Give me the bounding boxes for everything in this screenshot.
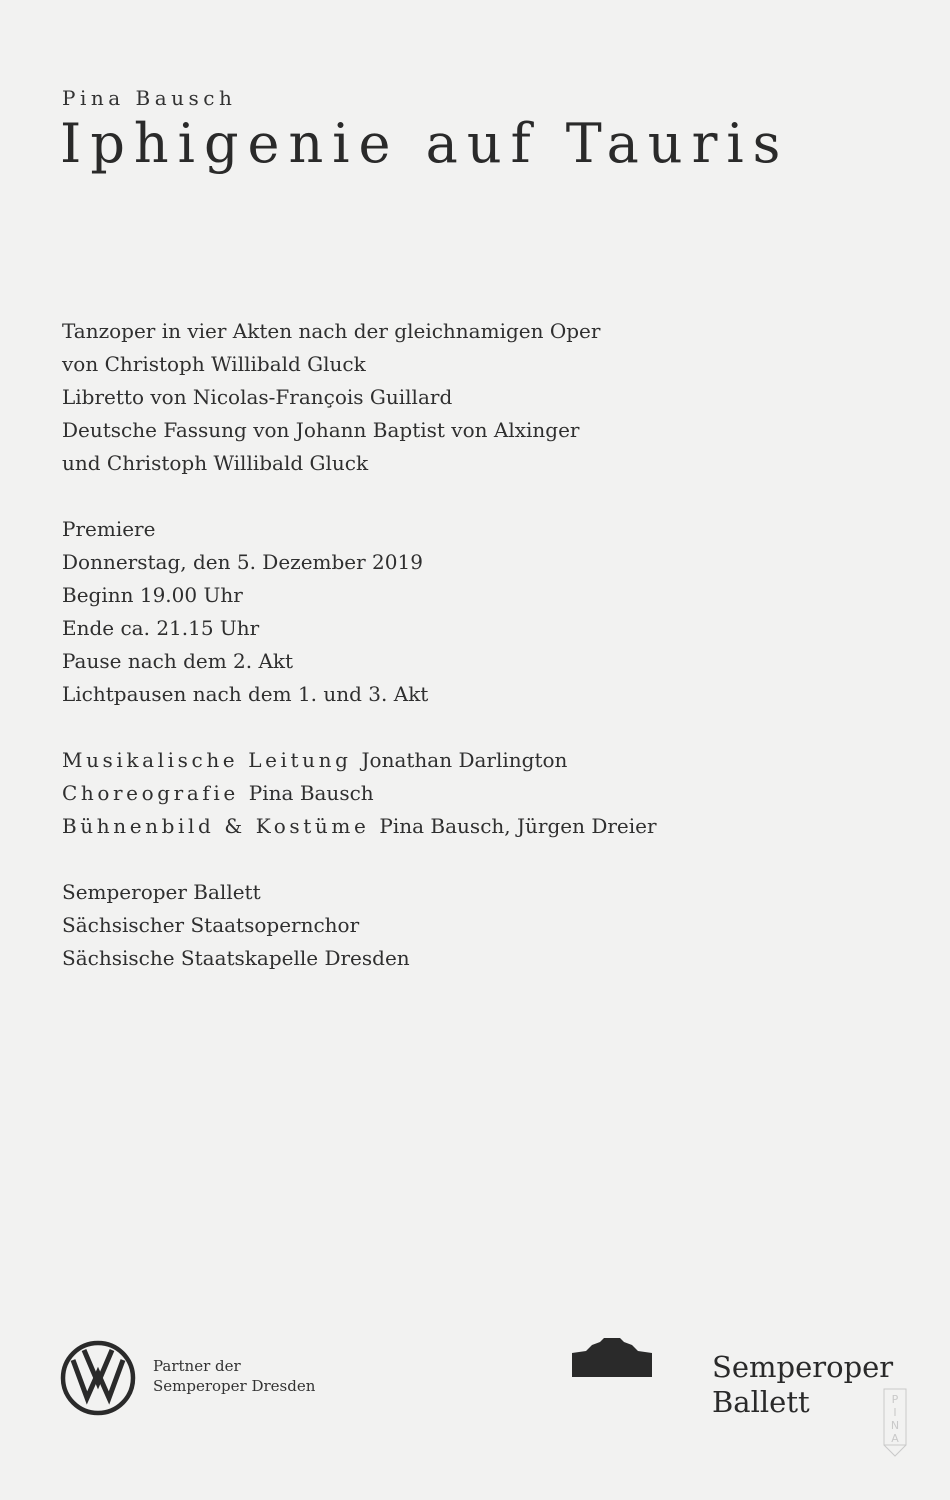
ensemble-item: Semperoper Ballett	[62, 880, 261, 904]
credit-person: Pina Bausch	[248, 781, 374, 805]
logo-line: Semperoper	[712, 1350, 894, 1384]
partner-line: Semperoper Dresden	[153, 1377, 316, 1395]
author-name: Pina Bausch	[62, 86, 237, 110]
pina-bausch-foundation-mark	[883, 1388, 907, 1458]
credit-role: Choreografie	[62, 781, 239, 805]
partner-text	[153, 1356, 315, 1396]
semperoper-house-icon	[572, 1335, 652, 1381]
ensembles-list	[62, 876, 410, 975]
svg-text:A: A	[891, 1432, 899, 1445]
svg-text:N: N	[890, 1419, 900, 1432]
credit-role: Bühnenbild & Kostüme	[62, 814, 370, 838]
work-description	[62, 315, 600, 480]
premiere-date: Donnerstag, den 5. Dezember 2019	[62, 550, 423, 574]
credit-row	[62, 777, 657, 810]
svg-text:I: I	[893, 1406, 897, 1419]
credit-role: Musikalische Leitung	[62, 748, 352, 772]
description-line: Deutsche Fassung von Johann Baptist von Alxinger	[62, 418, 580, 442]
description-line: Libretto von Nicolas-François Guillard	[62, 385, 453, 409]
partner-block	[60, 1340, 400, 1420]
ensemble-item: Sächsischer Staatsopernchor	[62, 913, 360, 937]
logo-line: Ballett	[712, 1385, 810, 1419]
ensemble-item: Sächsische Staatskapelle Dresden	[62, 946, 410, 970]
intermission-note: Pause nach dem 2. Akt	[62, 649, 294, 673]
description-line: von Christoph Willibald Gluck	[62, 352, 366, 376]
premiere-heading: Premiere	[62, 517, 156, 541]
vw-logo-icon	[60, 1340, 136, 1416]
credit-person: Jonathan Darlington	[361, 748, 568, 772]
premiere-info	[62, 513, 428, 711]
credit-person: Pina Bausch, Jürgen Dreier	[379, 814, 657, 838]
partner-line: Partner der	[153, 1357, 241, 1375]
start-time: Beginn 19.00 Uhr	[62, 583, 243, 607]
end-time: Ende ca. 21.15 Uhr	[62, 616, 260, 640]
svg-text:P: P	[891, 1393, 899, 1406]
credit-row	[62, 810, 657, 843]
light-pause-note: Lichtpausen nach dem 1. und 3. Akt	[62, 682, 429, 706]
credits-list	[62, 744, 657, 843]
semperoper-ballett-logo	[712, 1350, 893, 1420]
description-line: und Christoph Willibald Gluck	[62, 451, 369, 475]
credit-row	[62, 744, 657, 777]
description-line: Tanzoper in vier Akten nach der gleichnamigen Oper	[62, 319, 601, 343]
page-title: Iphigenie auf Tauris	[60, 112, 790, 175]
